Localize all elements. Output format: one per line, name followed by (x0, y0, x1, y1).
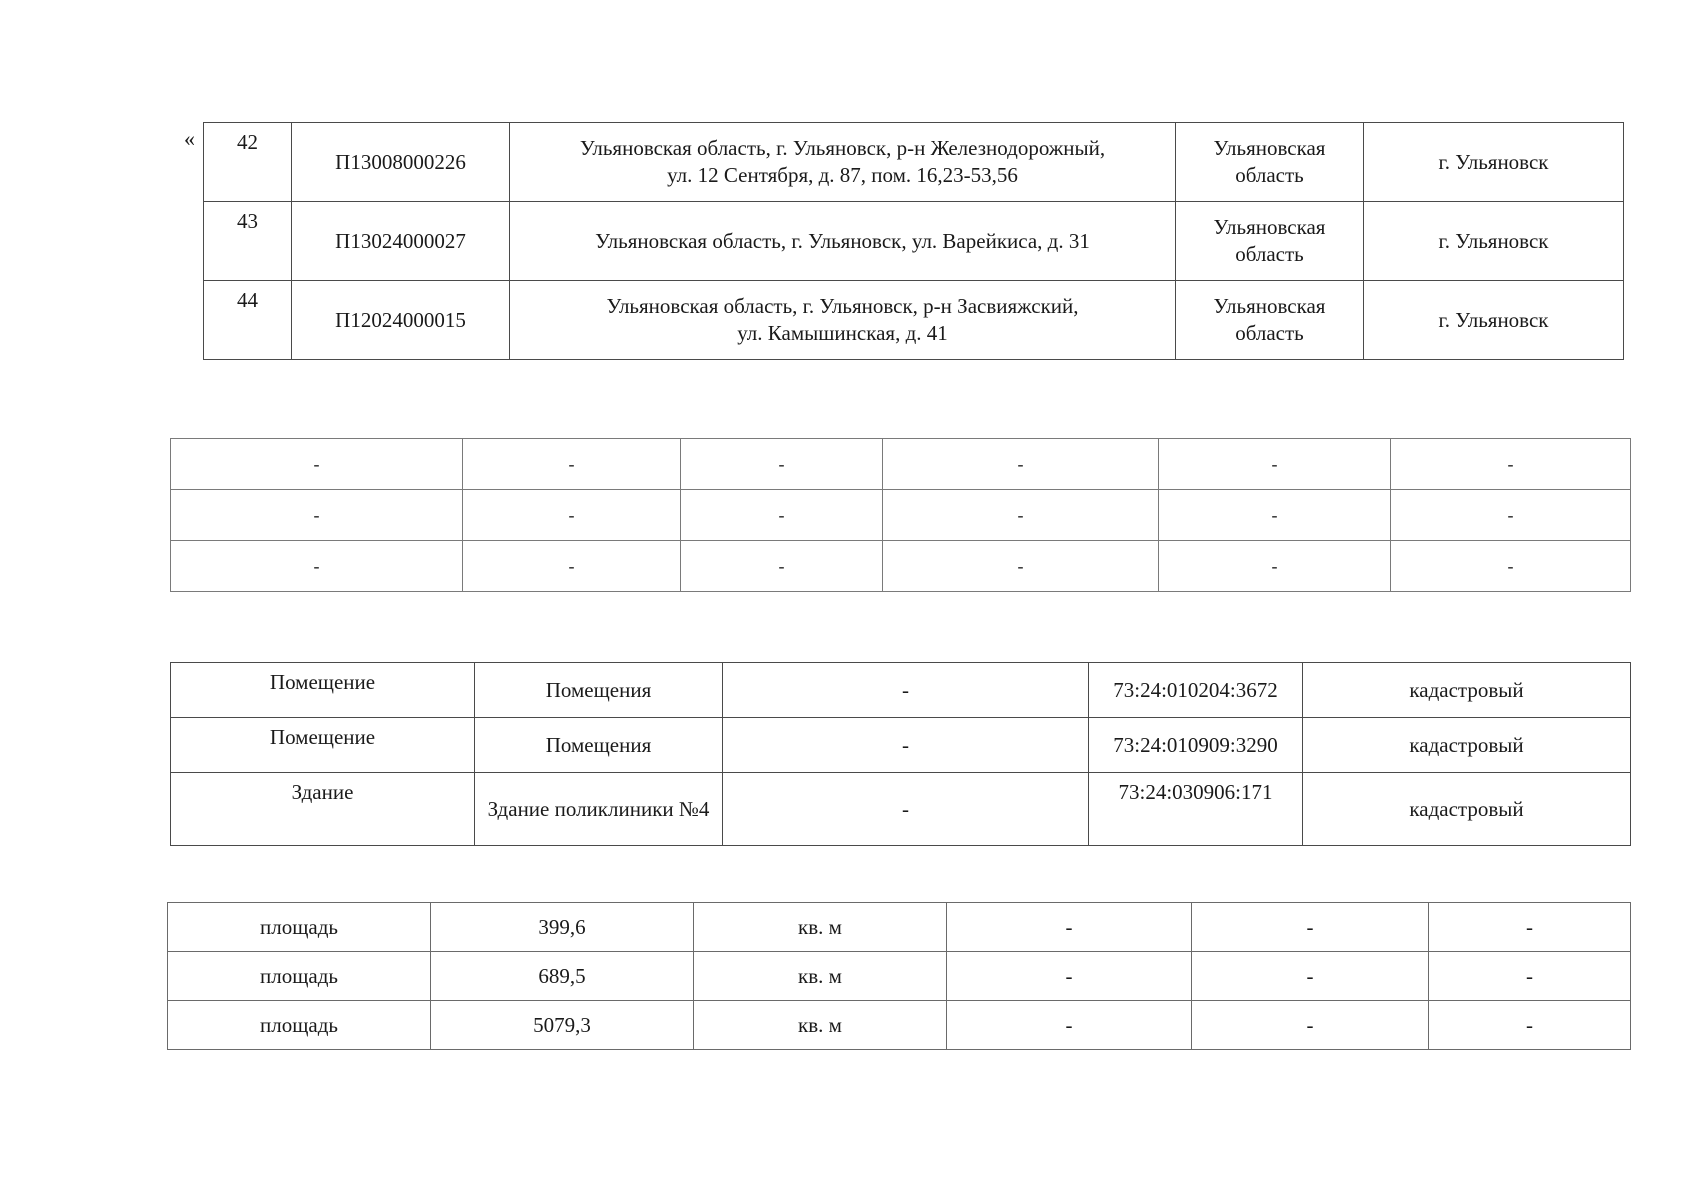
parameter: площадь (168, 903, 431, 952)
dash-cell: - (171, 541, 463, 592)
object-code: П13024000027 (292, 202, 510, 281)
dash-cell: - (883, 490, 1159, 541)
object-code: П13008000226 (292, 123, 510, 202)
table-row (171, 718, 1631, 773)
table-row (171, 439, 1631, 490)
address: Ульяновская область, г. Ульяновск, р-н Засвияжский, ул. Камышинская, д. 41 (510, 281, 1176, 360)
dash-cell: - (463, 541, 681, 592)
dash-cell: - (171, 439, 463, 490)
cadastral-number: 73:24:030906:171 (1089, 773, 1303, 846)
cadastral-number: 73:24:010909:3290 (1089, 718, 1303, 773)
table-row (168, 1001, 1631, 1050)
dash-cell: - (463, 490, 681, 541)
row-number: 43 (204, 202, 292, 281)
row-number: 44 (204, 281, 292, 360)
dash-cell: - (1192, 952, 1429, 1001)
dash-cell: - (947, 903, 1192, 952)
empty-fields-table (170, 438, 1631, 592)
dash-cell: - (723, 663, 1089, 718)
dash-cell: - (947, 1001, 1192, 1050)
object-code: П12024000015 (292, 281, 510, 360)
object-type-table (170, 662, 1631, 846)
dash-cell: - (1429, 1001, 1631, 1050)
dash-cell: - (1159, 439, 1391, 490)
dash-cell: - (1429, 952, 1631, 1001)
object-name: Здание поликлиники №4 (475, 773, 723, 846)
dash-cell: - (1391, 541, 1631, 592)
table-row (168, 952, 1631, 1001)
city: г. Ульяновск (1364, 281, 1624, 360)
dash-cell: - (1159, 490, 1391, 541)
object-type: Здание (171, 773, 475, 846)
table-row (204, 202, 1624, 281)
number-kind: кадастровый (1303, 718, 1631, 773)
city: г. Ульяновск (1364, 123, 1624, 202)
dash-cell: - (723, 773, 1089, 846)
area-value: 5079,3 (431, 1001, 694, 1050)
dash-cell: - (171, 490, 463, 541)
dash-cell: - (463, 439, 681, 490)
city: г. Ульяновск (1364, 202, 1624, 281)
region: Ульяновская область (1176, 202, 1364, 281)
number-kind: кадастровый (1303, 773, 1631, 846)
unit: кв. м (694, 952, 947, 1001)
parameter: площадь (168, 952, 431, 1001)
table-row (204, 123, 1624, 202)
object-name: Помещения (475, 663, 723, 718)
dash-cell: - (947, 952, 1192, 1001)
dash-cell: - (883, 439, 1159, 490)
number-kind: кадастровый (1303, 663, 1631, 718)
row-number: 42 (204, 123, 292, 202)
area-table (167, 902, 1631, 1050)
dash-cell: - (1192, 1001, 1429, 1050)
table-row (204, 281, 1624, 360)
table-row (168, 903, 1631, 952)
dash-cell: - (1159, 541, 1391, 592)
address: Ульяновская область, г. Ульяновск, р-н Железнодорожный, ул. 12 Сентября, д. 87, пом. 16,23-53,56 (510, 123, 1176, 202)
cadastral-number: 73:24:010204:3672 (1089, 663, 1303, 718)
dash-cell: - (1429, 903, 1631, 952)
dash-cell: - (1391, 439, 1631, 490)
registry-table (203, 122, 1624, 360)
parameter: площадь (168, 1001, 431, 1050)
table-row (171, 490, 1631, 541)
address: Ульяновская область, г. Ульяновск, ул. Варейкиса, д. 31 (510, 202, 1176, 281)
dash-cell: - (681, 541, 883, 592)
dash-cell: - (1192, 903, 1429, 952)
unit: кв. м (694, 903, 947, 952)
area-value: 399,6 (431, 903, 694, 952)
object-name: Помещения (475, 718, 723, 773)
dash-cell: - (681, 439, 883, 490)
object-type: Помещение (171, 718, 475, 773)
dash-cell: - (1391, 490, 1631, 541)
table-row (171, 773, 1631, 846)
table-row (171, 541, 1631, 592)
area-value: 689,5 (431, 952, 694, 1001)
unit: кв. м (694, 1001, 947, 1050)
table-row (171, 663, 1631, 718)
region: Ульяновская область (1176, 281, 1364, 360)
dash-cell: - (723, 718, 1089, 773)
object-type: Помещение (171, 663, 475, 718)
region: Ульяновская область (1176, 123, 1364, 202)
dash-cell: - (883, 541, 1159, 592)
opening-quote: « (184, 126, 195, 151)
dash-cell: - (681, 490, 883, 541)
